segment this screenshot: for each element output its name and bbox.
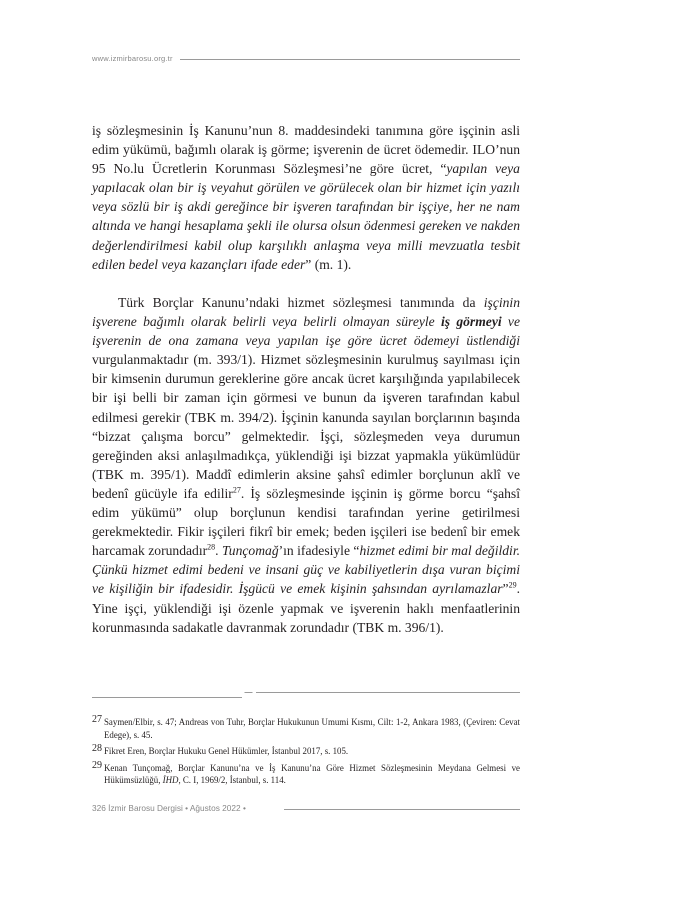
footnote-29 (92, 759, 520, 787)
p2-text: . (215, 543, 222, 559)
footnote-text: Saymen/Elbir, s. 47; Andreas von Tuhr, Borçlar Hukukunun Umumi Kısmı, Cilt: 1-2, Ankara 1983, (Çeviren: Cevat Edege), s. 45. (104, 717, 520, 740)
page-header (92, 54, 520, 66)
p1-text-end: ” (m. 1). (305, 256, 352, 272)
p2-text: . Yine işçi, yüklendiği işi özenle yapmak ve işverenin haklı menfaatlerinin korunmasında sadakatle davranmak zorundadır (TBK m. 396/1). (92, 581, 520, 635)
footnote-separator (92, 692, 520, 704)
p2-text: ” (502, 581, 509, 597)
footnote-28 (92, 745, 520, 758)
footnote-text: Kenan Tunçomağ, Borçlar Kanunu’na ve İş Kanunu’na Göre Hizmet Sözleşmesinin Meydana Gelmesi ve Hükümsüzlüğü, (104, 762, 520, 786)
footnote-journal: İHD (162, 775, 179, 786)
header-rule (180, 59, 520, 60)
header-url: www.izmirbarosu.org.tr (92, 54, 173, 63)
p2-italic-name: Tunçomağ (221, 543, 279, 559)
page-footer (92, 803, 520, 815)
footnote-number: 28 (92, 743, 102, 755)
p2-text: ’ın ifadesiyle “ (278, 543, 360, 559)
footnote-number: 27 (92, 714, 102, 725)
p2-quote: hizmet edimi bir mal değildir. Çünkü hizmet edimi bedeni ve insani güç ve kabiliyetlerin dışa vuran biçimi ve kişiliğin bir ifadesidir. İşgücü ve emek kişinin şahsından ayrılamazlar (92, 543, 521, 597)
footnote-text: Fikret Eren, Borçlar Hukuku Genel Hükümler, İstanbul 2017, s. 105. (104, 746, 349, 757)
footer-text: 326 İzmir Barosu Dergisi • Ağustos 2022 • (92, 803, 246, 813)
p2-italic: ve işverenin de ona zamana veya yapılan işe göre ücret ödemeyi üstlendiği (92, 314, 520, 349)
footnote-ref-28: 28 (207, 542, 216, 552)
body-paragraph-1 (92, 121, 520, 274)
p2-text: Türk Borçlar Kanunu’ndaki hizmet sözleşmesi tanımında da (118, 295, 484, 310)
body-paragraph-2 (92, 293, 520, 637)
footnote-27 (92, 716, 520, 741)
p2-text: . İş sözleşmesinde işçinin iş görme borcu “şahsî edim yükümü” olup borçlunun kendisi tarafından yerine getirilmesi gerekmektedir. Fikir işçileri fikrî bir emek; beden işçileri ise bedenî bir emek harcamak zorundadır (92, 485, 520, 559)
p2-italic: işçinin işverene bağımlı olarak belirli veya belirli olmayan süreyle (92, 295, 520, 330)
p1-text: iş sözleşmesinin İş Kanunu’nun 8. maddesindeki tanımına göre işçinin asli edim yükümü, bağımlı olarak iş görme; işverenin de ücret ödemedir. ILO’nun 95 No.lu Ücretlerin Korunması Sözleşmesi’ne göre ücret, “ (92, 123, 520, 177)
p1-quote: yapılan veya yapılacak olan bir iş veyahut görülen ve görülecek olan bir hizmet için yazılı veya sözlü bir iş akdi gereğince bir işveren tarafından bir işçiye, her ne nam altında ve hangi hesaplama şekli ile olursa olsun ödenmesi gereken ve nakden değerlendirilmesi kabil olup karşılıklı anlaşma veya milli mevzuatla tesbit edilen bedel veya kazançları ifade eder (92, 161, 520, 272)
footnote-number: 29 (92, 759, 102, 771)
footnote-ref-27: 27 (232, 485, 241, 495)
footnote-text-end: , C. I, 1969/2, İstanbul, s. 114. (178, 775, 286, 786)
footnote-ref-29: 29 (508, 580, 517, 590)
footnotes (92, 716, 520, 791)
footer-rule (284, 809, 520, 810)
p2-text: vurgulanmaktadır (m. 393/1). Hizmet sözleşmesinin kurulmuş sayılması için bir kimsenin durumun gereklerine göre ancak ücret karşılığında yapılabilecek bir işi belli bir zaman için görmesi ve bunun da işveren tarafından kabul edilmesi gerekir (TBK m. 394/2). İşçinin kanunda sayılan borçlarının başında “bizzat çalışma borcu” gelmektedir. İşçi, sözleşmeden veya durumun gereğinden aksi anlaşılmadıkça, yüklendiği işi bizzat yapmakla yükümlüdür (TBK m. 395/1). Maddî edimlerin aksine şahsî edimler borçlunun aklî ve bedenî gücüyle ifa edilir (92, 352, 520, 501)
p2-bold-italic: iş görmeyi (440, 314, 502, 330)
